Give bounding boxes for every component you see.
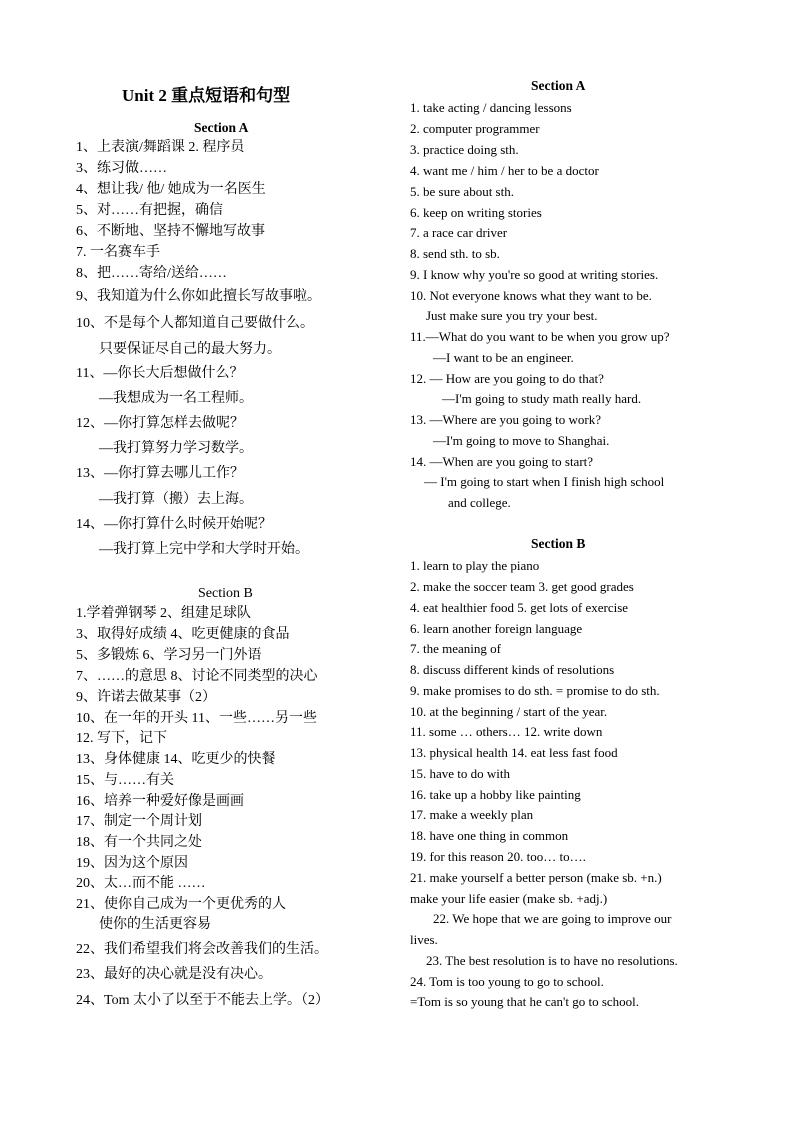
left-b-line: 21、使你自己成为一个更优秀的人 <box>76 897 286 912</box>
left-a-line: 7. 一名赛车手 <box>76 245 160 260</box>
left-b-line: 3、取得好成绩 4、吃更健康的食品 <box>76 627 290 642</box>
left-a-line: 3、练习做…… <box>76 161 167 176</box>
right-a-line: 13. —Where are you going to work? <box>410 412 601 427</box>
left-b-line: 1.学着弹钢琴 2、组建足球队 <box>76 606 251 621</box>
left-a-line: 5、对……有把握，确信 <box>76 203 223 218</box>
left-b-line: 使你的生活更容易 <box>99 917 211 932</box>
left-a-line: 6、不断地、坚持不懈地写故事 <box>76 224 265 239</box>
left-b-line: 19、因为这个原因 <box>76 856 188 871</box>
right-b-line: 16. take up a hobby like painting <box>410 787 581 802</box>
right-section-a-heading: Section A <box>531 78 586 93</box>
right-a-line: 5. be sure about sth. <box>410 184 514 199</box>
left-a-line: 13、—你打算去哪儿工作？ <box>76 466 244 481</box>
right-a-line: 11.—What do you want to be when you grow up? <box>410 329 670 344</box>
left-section-b-heading: Section B <box>198 586 253 601</box>
right-a-line: — I'm going to start when I finish high school <box>424 474 665 489</box>
left-a-line: —我想成为一名工程师。 <box>99 391 253 406</box>
right-a-line: 8. send sth. to sb. <box>410 246 500 261</box>
right-a-line: 7. a race car driver <box>410 225 508 240</box>
right-b-line: =Tom is so young that he can't go to school. <box>410 994 640 1009</box>
right-a-line: —I want to be an engineer. <box>433 350 574 365</box>
right-b-line: 22. We hope that we are going to improve our <box>433 911 672 926</box>
left-section-a-heading: Section A <box>194 120 249 135</box>
right-b-line: 19. for this reason 20. too… to…. <box>410 849 586 864</box>
right-section-b-heading: Section B <box>531 536 586 551</box>
right-b-line: 17. make a weekly plan <box>410 807 534 822</box>
left-b-line: 13、身体健康 14、吃更少的快餐 <box>76 752 276 767</box>
left-a-line: 10、不是每个人都知道自己要做什么。 <box>76 316 314 331</box>
right-b-line: 6. learn another foreign language <box>410 621 583 636</box>
left-a-line: 4、想让我/ 他/ 她成为一名医生 <box>76 182 266 197</box>
right-b-line: 24. Tom is too young to go to school. <box>410 974 604 989</box>
left-a-line: —我打算（搬）去上海。 <box>99 492 253 507</box>
right-a-line: and college. <box>448 495 511 510</box>
right-b-line: 1. learn to play the piano <box>410 558 540 573</box>
left-a-line: 8、把……寄给/送给…… <box>76 266 227 281</box>
right-a-line: 4. want me / him / her to be a doctor <box>410 163 599 178</box>
right-b-line: lives. <box>410 932 438 947</box>
right-b-line: 7. the meaning of <box>410 641 501 656</box>
left-b-line: 9、许诺去做某事（2） <box>76 690 216 705</box>
left-b-line: 20、太…而不能 …… <box>76 876 206 891</box>
left-b-line: 16、培养一种爱好像是画画 <box>76 794 244 809</box>
left-a-line: —我打算上完中学和大学时开始。 <box>99 542 309 557</box>
left-a-line: —我打算努力学习数学。 <box>99 441 253 456</box>
left-b-line: 10、在一年的开头 11、一些……另一些 <box>76 711 317 726</box>
left-b-line: 7、……的意思 8、讨论不同类型的决心 <box>76 669 318 684</box>
right-b-line: 15. have to do with <box>410 766 511 781</box>
right-b-line: 10. at the beginning / start of the year. <box>410 704 608 719</box>
left-b-line: 12. 写下，记下 <box>76 731 167 746</box>
right-b-line: 21. make yourself a better person (make sb. +n.) <box>410 870 662 885</box>
right-a-line: 3. practice doing sth. <box>410 142 519 157</box>
right-a-line: 14. —When are you going to start? <box>410 454 594 469</box>
page-title: Unit 2 重点短语和句型 <box>122 86 291 105</box>
right-b-line: 23. The best resolution is to have no resolutions. <box>426 953 678 968</box>
right-b-line: 8. discuss different kinds of resolutions <box>410 662 615 677</box>
left-b-line: 15、与……有关 <box>76 773 174 788</box>
right-b-line: 13. physical health 14. eat less fast food <box>410 745 618 760</box>
left-b-line: 24、Tom 太小了以至于不能去上学。（2） <box>76 993 329 1008</box>
left-b-line: 18、有一个共同之处 <box>76 835 202 850</box>
right-b-line: 9. make promises to do sth. = promise to do sth. <box>410 683 660 698</box>
right-b-line: 4. eat healthier food 5. get lots of exercise <box>410 600 629 615</box>
right-b-line: 18. have one thing in common <box>410 828 569 843</box>
left-a-line: 只要保证尽自己的最大努力。 <box>99 342 281 357</box>
left-a-line: 1、上表演/舞蹈课 2. 程序员 <box>76 140 245 155</box>
left-b-line: 17、制定一个周计划 <box>76 814 202 829</box>
left-a-line: 12、—你打算怎样去做呢？ <box>76 416 244 431</box>
right-a-line: —I'm going to study math really hard. <box>442 391 642 406</box>
right-a-line: 6. keep on writing stories <box>410 205 542 220</box>
right-a-line: Just make sure you try your best. <box>426 308 598 323</box>
left-b-line: 22、我们希望我们将会改善我们的生活。 <box>76 942 328 957</box>
right-a-line: 9. I know why you're so good at writing stories. <box>410 267 659 282</box>
right-a-line: —I'm going to move to Shanghai. <box>433 433 610 448</box>
left-b-line: 23、最好的决心就是没有决心。 <box>76 967 272 982</box>
right-b-line: 2. make the soccer team 3. get good grades <box>410 579 634 594</box>
right-a-line: 2. computer programmer <box>410 121 540 136</box>
left-a-line: 14、—你打算什么时候开始呢？ <box>76 517 272 532</box>
left-b-line: 5、多锻炼 6、学习另一门外语 <box>76 648 262 663</box>
right-a-line: 10. Not everyone knows what they want to be. <box>410 288 652 303</box>
right-b-line: make your life easier (make sb. +adj.) <box>410 891 608 906</box>
right-b-line: 11. some … others… 12. write down <box>410 724 603 739</box>
left-a-line: 11、—你长大后想做什么？ <box>76 366 244 381</box>
left-a-line: 9、我知道为什么你如此擅长写故事啦。 <box>76 289 321 304</box>
right-a-line: 1. take acting / dancing lessons <box>410 100 572 115</box>
right-a-line: 12. — How are you going to do that? <box>410 371 604 386</box>
